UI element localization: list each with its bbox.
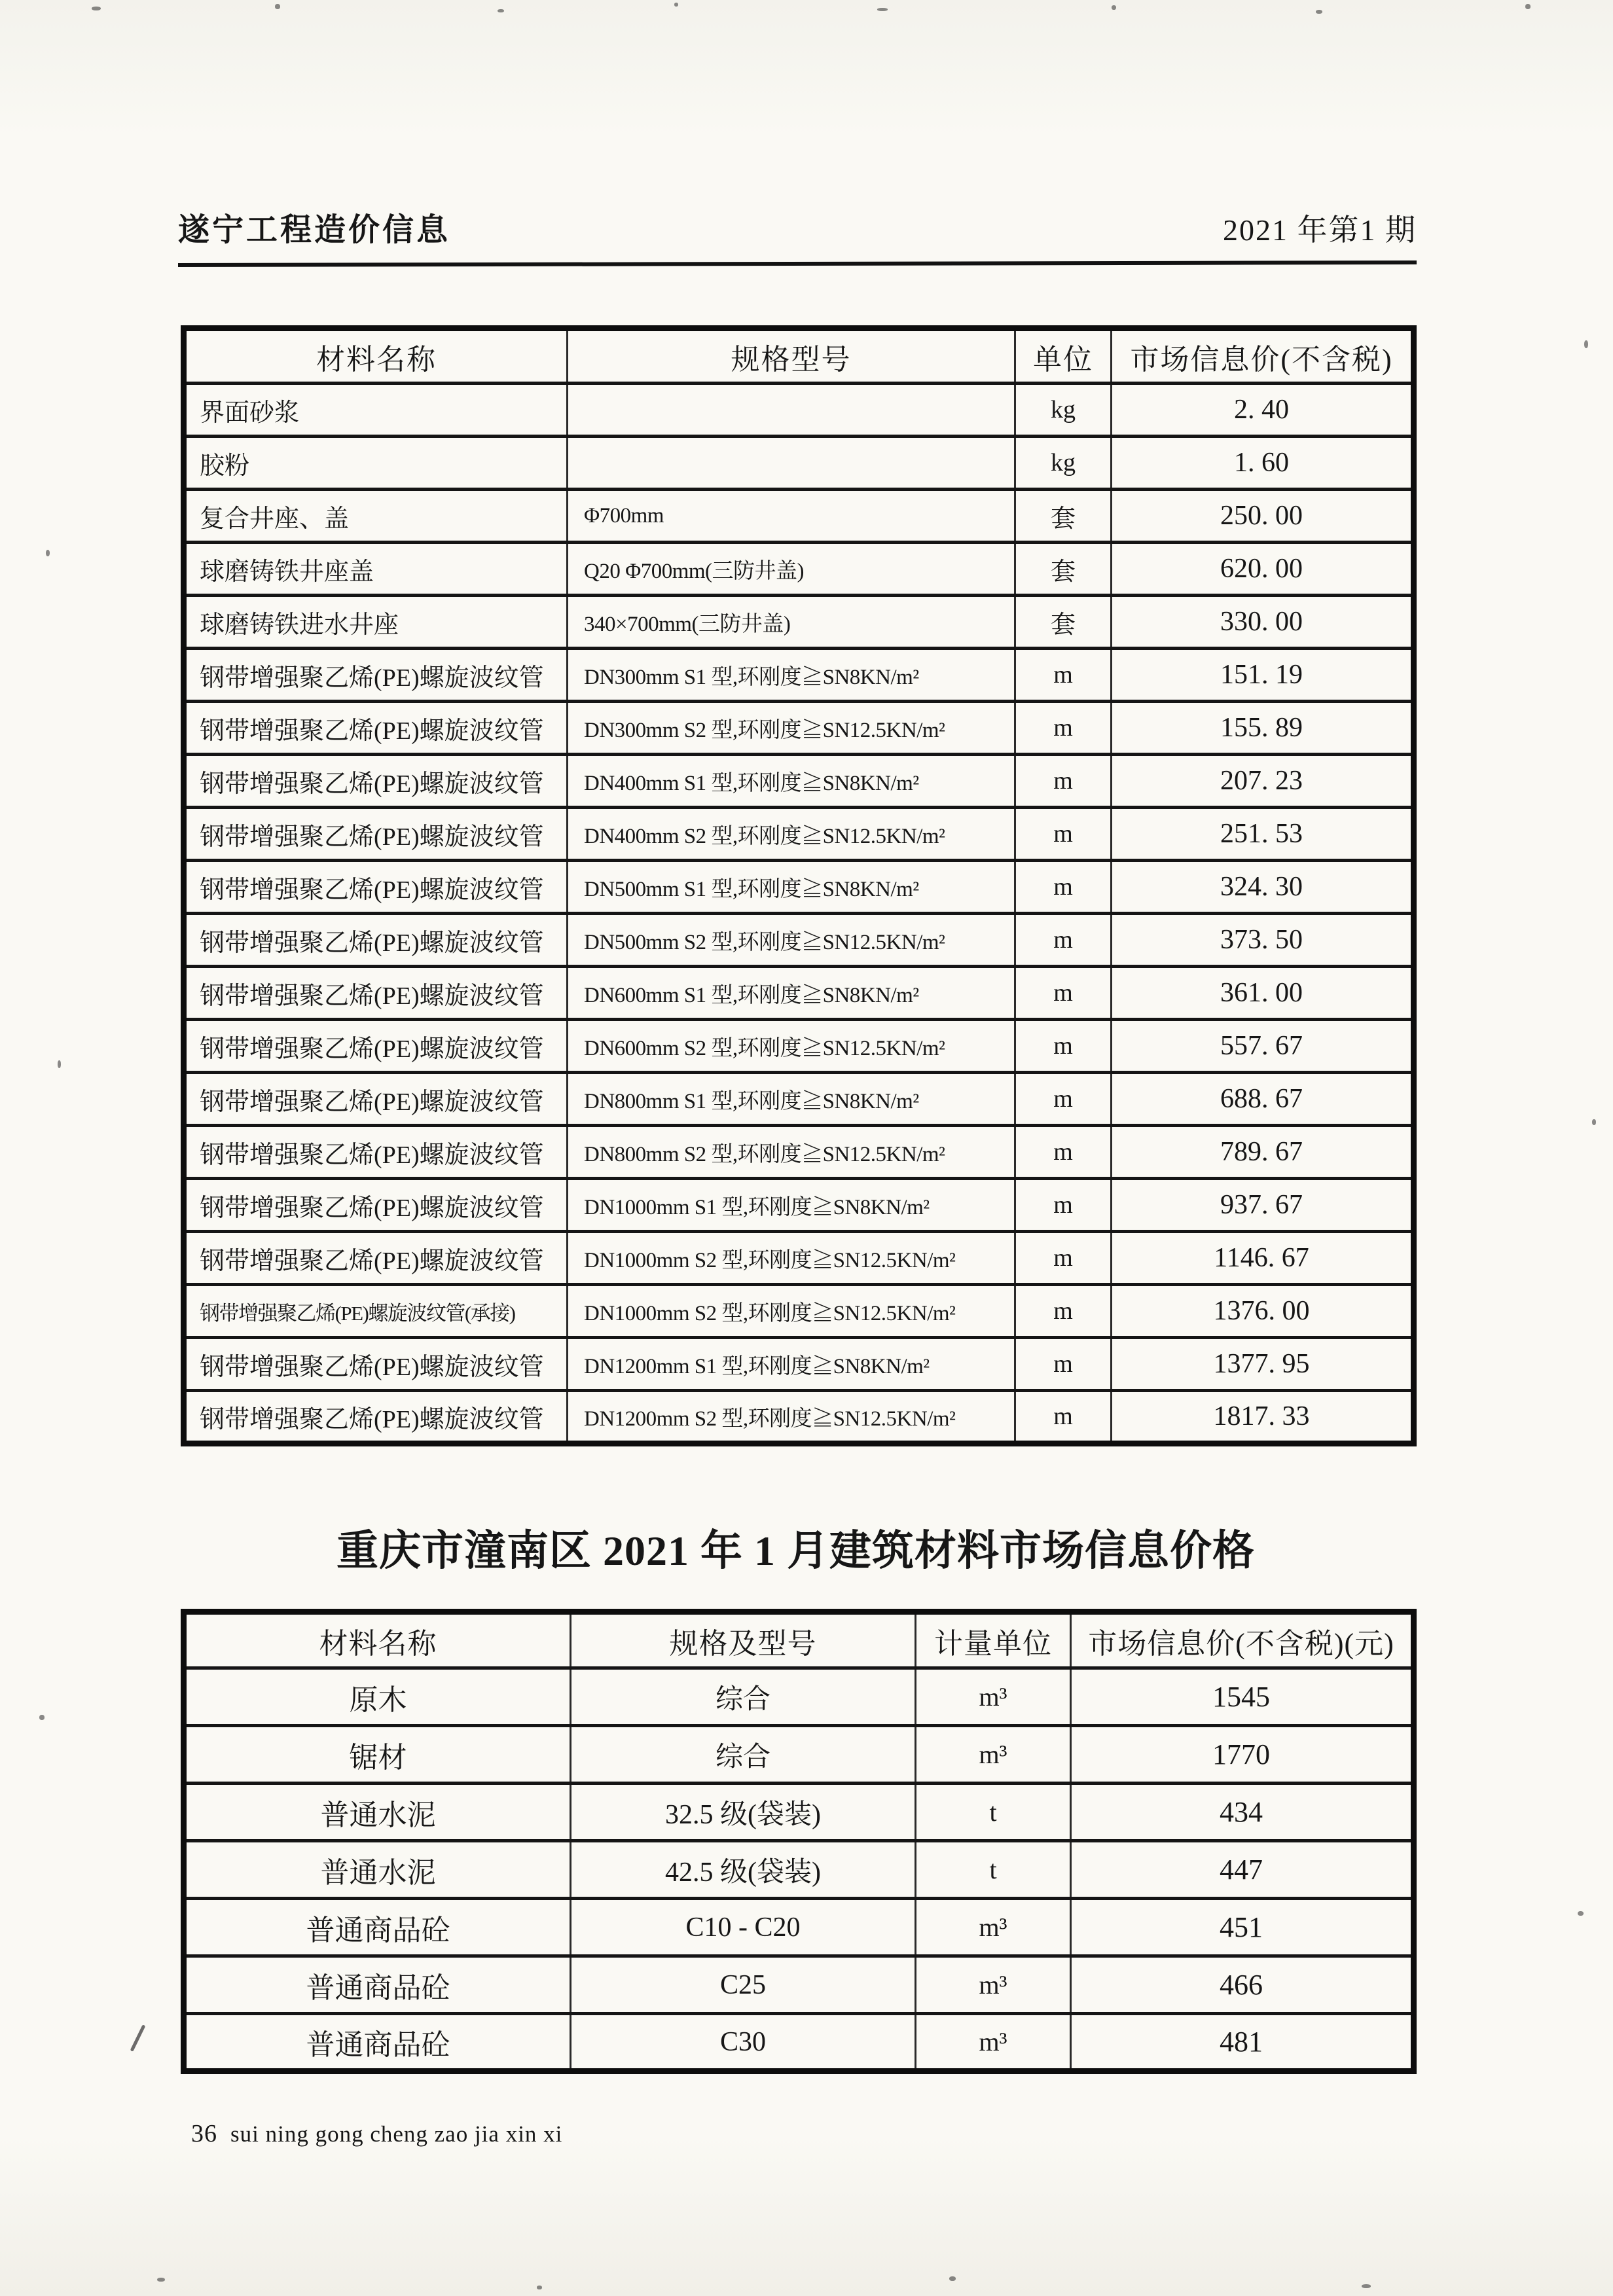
unit-cell: 套 bbox=[1015, 543, 1112, 596]
price-cell: 155. 89 bbox=[1112, 702, 1414, 755]
price-cell: 361. 00 bbox=[1112, 967, 1414, 1020]
name-cell: 界面砂浆 bbox=[184, 384, 568, 437]
spec-cell bbox=[568, 384, 1015, 437]
unit-cell: m bbox=[1015, 1285, 1112, 1338]
price-cell: 1376. 00 bbox=[1112, 1285, 1414, 1338]
price-cell: 620. 00 bbox=[1112, 543, 1414, 596]
unit-cell: m bbox=[1015, 967, 1112, 1020]
header-rule bbox=[178, 260, 1417, 267]
price-cell: 451 bbox=[1071, 1899, 1414, 1956]
unit-cell: m bbox=[1015, 702, 1112, 755]
unit-cell: m bbox=[1015, 1232, 1112, 1285]
price-cell: 447 bbox=[1071, 1841, 1414, 1899]
name-cell: 球磨铸铁井座盖 bbox=[184, 543, 568, 596]
col-header-measure-unit: 计量单位 bbox=[916, 1612, 1071, 1668]
col-header-market-price: 市场信息价(不含税)(元) bbox=[1071, 1612, 1414, 1668]
page-header bbox=[178, 204, 1417, 249]
spec-cell: DN300mm S1 型,环刚度≧SN8KN/m² bbox=[568, 649, 1015, 702]
price-cell: 557. 67 bbox=[1112, 1020, 1414, 1073]
name-cell: 复合井座、盖 bbox=[184, 490, 568, 543]
price-cell: 937. 67 bbox=[1112, 1179, 1414, 1232]
col-header-material-name: 材料名称 bbox=[184, 1612, 571, 1668]
name-cell: 普通水泥 bbox=[184, 1784, 571, 1841]
name-cell: 钢带增强聚乙烯(PE)螺旋波纹管 bbox=[184, 1338, 568, 1391]
name-cell: 锯材 bbox=[184, 1726, 571, 1784]
price-cell: 2. 40 bbox=[1112, 384, 1414, 437]
price-cell: 1817. 33 bbox=[1112, 1391, 1414, 1444]
table-row bbox=[184, 861, 1414, 914]
spec-cell: DN1000mm S2 型,环刚度≧SN12.5KN/m² bbox=[568, 1285, 1015, 1338]
spec-cell: 综合 bbox=[571, 1726, 916, 1784]
table-row bbox=[184, 1391, 1414, 1444]
unit-cell: m bbox=[1015, 1020, 1112, 1073]
table-row bbox=[184, 1784, 1414, 1841]
table-row bbox=[184, 1232, 1414, 1285]
table-row bbox=[184, 1899, 1414, 1956]
table-row bbox=[184, 1285, 1414, 1338]
spec-cell: 42.5 级(袋装) bbox=[571, 1841, 916, 1899]
price-cell: 481 bbox=[1071, 2014, 1414, 2072]
spec-cell: Φ700mm bbox=[568, 490, 1015, 543]
name-cell: 钢带增强聚乙烯(PE)螺旋波纹管 bbox=[184, 1232, 568, 1285]
spec-cell: DN600mm S2 型,环刚度≧SN12.5KN/m² bbox=[568, 1020, 1015, 1073]
spec-cell: C10 - C20 bbox=[571, 1899, 916, 1956]
price-cell: 1. 60 bbox=[1112, 437, 1414, 490]
table-row bbox=[184, 384, 1414, 437]
price-cell: 1770 bbox=[1071, 1726, 1414, 1784]
price-cell: 251. 53 bbox=[1112, 808, 1414, 861]
spec-cell: Q20 Φ700mm(三防井盖) bbox=[568, 543, 1015, 596]
unit-cell: m bbox=[1015, 861, 1112, 914]
name-cell: 普通商品砼 bbox=[184, 2014, 571, 2072]
name-cell: 钢带增强聚乙烯(PE)螺旋波纹管 bbox=[184, 808, 568, 861]
name-cell: 钢带增强聚乙烯(PE)螺旋波纹管 bbox=[184, 914, 568, 967]
section-title-tongnan: 重庆市潼南区 2021 年 1 月建筑材料市场信息价格 bbox=[336, 1528, 1255, 1574]
name-cell: 球磨铸铁进水井座 bbox=[184, 596, 568, 649]
unit-cell: m bbox=[1015, 649, 1112, 702]
col-header-spec-model: 规格及型号 bbox=[571, 1612, 916, 1668]
table-row bbox=[184, 755, 1414, 808]
unit-cell: m bbox=[1015, 1391, 1112, 1444]
table-row bbox=[184, 1338, 1414, 1391]
unit-cell: m bbox=[1015, 808, 1112, 861]
name-cell: 钢带增强聚乙烯(PE)螺旋波纹管(承接) bbox=[184, 1285, 568, 1338]
price-cell: 330. 00 bbox=[1112, 596, 1414, 649]
spec-cell: DN1200mm S2 型,环刚度≧SN12.5KN/m² bbox=[568, 1391, 1015, 1444]
unit-cell: m³ bbox=[916, 1956, 1071, 2014]
unit-cell: m³ bbox=[916, 1899, 1071, 1956]
table-row bbox=[184, 543, 1414, 596]
name-cell: 普通商品砼 bbox=[184, 1899, 571, 1956]
spec-cell: DN400mm S1 型,环刚度≧SN8KN/m² bbox=[568, 755, 1015, 808]
name-cell: 钢带增强聚乙烯(PE)螺旋波纹管 bbox=[184, 755, 568, 808]
table-row bbox=[184, 1726, 1414, 1784]
unit-cell: m³ bbox=[916, 1668, 1071, 1726]
spec-cell: DN800mm S2 型,环刚度≧SN12.5KN/m² bbox=[568, 1126, 1015, 1179]
unit-cell: m bbox=[1015, 1073, 1112, 1126]
spec-cell: DN1000mm S2 型,环刚度≧SN12.5KN/m² bbox=[568, 1232, 1015, 1285]
table-row bbox=[184, 1073, 1414, 1126]
price-cell: 688. 67 bbox=[1112, 1073, 1414, 1126]
table-row bbox=[184, 914, 1414, 967]
price-cell: 434 bbox=[1071, 1784, 1414, 1841]
name-cell: 钢带增强聚乙烯(PE)螺旋波纹管 bbox=[184, 1020, 568, 1073]
name-cell: 普通商品砼 bbox=[184, 1956, 571, 2014]
name-cell: 钢带增强聚乙烯(PE)螺旋波纹管 bbox=[184, 861, 568, 914]
col-header-material-name: 材料名称 bbox=[184, 329, 568, 384]
spec-cell: DN1200mm S1 型,环刚度≧SN8KN/m² bbox=[568, 1338, 1015, 1391]
spec-cell: C30 bbox=[571, 2014, 916, 2072]
unit-cell: m bbox=[1015, 914, 1112, 967]
table-header-row bbox=[184, 1612, 1414, 1668]
unit-cell: t bbox=[916, 1841, 1071, 1899]
unit-cell: m bbox=[1015, 755, 1112, 808]
name-cell: 钢带增强聚乙烯(PE)螺旋波纹管 bbox=[184, 649, 568, 702]
spec-cell: 340×700mm(三防井盖) bbox=[568, 596, 1015, 649]
unit-cell: m³ bbox=[916, 2014, 1071, 2072]
price-cell: 250. 00 bbox=[1112, 490, 1414, 543]
unit-cell: m³ bbox=[916, 1726, 1071, 1784]
name-cell: 钢带增强聚乙烯(PE)螺旋波纹管 bbox=[184, 1126, 568, 1179]
price-cell: 207. 23 bbox=[1112, 755, 1414, 808]
name-cell: 普通水泥 bbox=[184, 1841, 571, 1899]
suining-materials-price-table bbox=[181, 325, 1417, 1446]
table-row bbox=[184, 967, 1414, 1020]
table-row bbox=[184, 1020, 1414, 1073]
price-cell: 1377. 95 bbox=[1112, 1338, 1414, 1391]
price-cell: 1545 bbox=[1071, 1668, 1414, 1726]
unit-cell: m bbox=[1015, 1179, 1112, 1232]
table-row bbox=[184, 649, 1414, 702]
name-cell: 原木 bbox=[184, 1668, 571, 1726]
col-header-unit: 单位 bbox=[1015, 329, 1112, 384]
unit-cell: 套 bbox=[1015, 596, 1112, 649]
unit-cell: kg bbox=[1015, 384, 1112, 437]
name-cell: 胶粉 bbox=[184, 437, 568, 490]
issue-label: 2021 年第1 期 bbox=[1223, 213, 1417, 247]
price-cell: 1146. 67 bbox=[1112, 1232, 1414, 1285]
tongnan-materials-price-table bbox=[181, 1609, 1417, 2074]
table-row bbox=[184, 1956, 1414, 2014]
table-row bbox=[184, 437, 1414, 490]
spec-cell: 32.5 级(袋装) bbox=[571, 1784, 916, 1841]
table-row bbox=[184, 1179, 1414, 1232]
unit-cell: kg bbox=[1015, 437, 1112, 490]
name-cell: 钢带增强聚乙烯(PE)螺旋波纹管 bbox=[184, 1179, 568, 1232]
table-row bbox=[184, 596, 1414, 649]
col-header-market-price: 市场信息价(不含税) bbox=[1112, 329, 1414, 384]
table-row bbox=[184, 1126, 1414, 1179]
table-row bbox=[184, 702, 1414, 755]
spec-cell: DN1000mm S1 型,环刚度≧SN8KN/m² bbox=[568, 1179, 1015, 1232]
spec-cell: C25 bbox=[571, 1956, 916, 2014]
price-cell: 373. 50 bbox=[1112, 914, 1414, 967]
spec-cell: DN300mm S2 型,环刚度≧SN12.5KN/m² bbox=[568, 702, 1015, 755]
page-footer bbox=[191, 2119, 562, 2148]
col-header-spec-model: 规格型号 bbox=[568, 329, 1015, 384]
unit-cell: m bbox=[1015, 1338, 1112, 1391]
name-cell: 钢带增强聚乙烯(PE)螺旋波纹管 bbox=[184, 1073, 568, 1126]
unit-cell: m bbox=[1015, 1126, 1112, 1179]
table-row bbox=[184, 2014, 1414, 2072]
page-number: 36 bbox=[191, 2120, 217, 2147]
unit-cell: 套 bbox=[1015, 490, 1112, 543]
name-cell: 钢带增强聚乙烯(PE)螺旋波纹管 bbox=[184, 702, 568, 755]
spec-cell: DN500mm S1 型,环刚度≧SN8KN/m² bbox=[568, 861, 1015, 914]
price-cell: 466 bbox=[1071, 1956, 1414, 2014]
spec-cell: DN500mm S2 型,环刚度≧SN12.5KN/m² bbox=[568, 914, 1015, 967]
running-title-pinyin: sui ning gong cheng zao jia xin xi bbox=[230, 2121, 563, 2147]
spec-cell: 综合 bbox=[571, 1668, 916, 1726]
journal-title: 遂宁工程造价信息 bbox=[178, 213, 451, 247]
spec-cell: DN800mm S1 型,环刚度≧SN8KN/m² bbox=[568, 1073, 1015, 1126]
spec-cell: DN600mm S1 型,环刚度≧SN8KN/m² bbox=[568, 967, 1015, 1020]
name-cell: 钢带增强聚乙烯(PE)螺旋波纹管 bbox=[184, 1391, 568, 1444]
spec-cell bbox=[568, 437, 1015, 490]
scan-mark bbox=[130, 2024, 146, 2052]
table-row bbox=[184, 1668, 1414, 1726]
name-cell: 钢带增强聚乙烯(PE)螺旋波纹管 bbox=[184, 967, 568, 1020]
table-row bbox=[184, 1841, 1414, 1899]
spec-cell: DN400mm S2 型,环刚度≧SN12.5KN/m² bbox=[568, 808, 1015, 861]
table-header-row bbox=[184, 329, 1414, 384]
price-cell: 151. 19 bbox=[1112, 649, 1414, 702]
table-row bbox=[184, 490, 1414, 543]
price-cell: 789. 67 bbox=[1112, 1126, 1414, 1179]
unit-cell: t bbox=[916, 1784, 1071, 1841]
price-cell: 324. 30 bbox=[1112, 861, 1414, 914]
table-row bbox=[184, 808, 1414, 861]
